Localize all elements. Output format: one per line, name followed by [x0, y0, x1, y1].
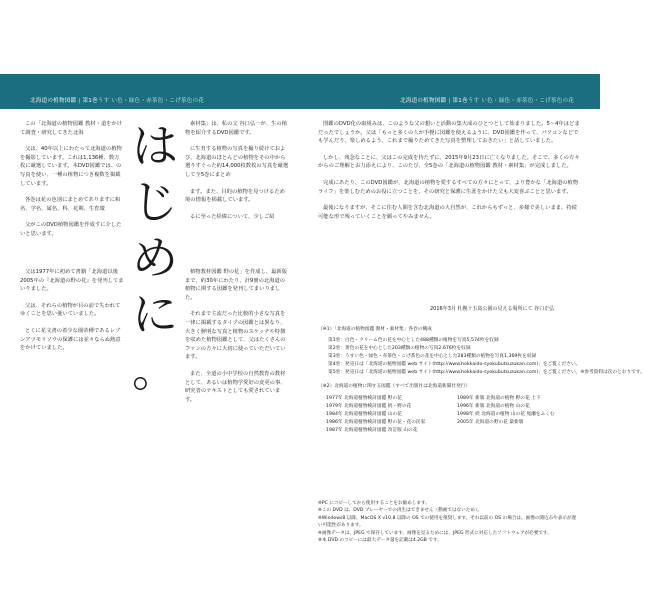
paragraph: 完成にあたり、このDVD図鑑が、北海道の植物を愛するすべての方々にとって、より豊かな「北海道の植物ライフ」を楽しむためのお役に立つことを、その研究と保護に生涯をかけた父も大変喜ぶことと思います。	[318, 179, 579, 195]
book-item: 1986年 北海道植物検討図鑑 野の花・花の民家	[326, 420, 426, 425]
book-item: 1984年 北海道植物検討図鑑 山の花	[326, 412, 402, 417]
book-item	[457, 427, 580, 435]
header-left-title: 北海道の植物図鑑	[30, 98, 77, 104]
book-list	[326, 395, 580, 435]
history-column-left	[20, 268, 124, 361]
paragraph: とくに花文書の希少な園帝種であるレブンアツモリソウの保護には並々ならぬ熱意をかけていました。	[20, 327, 121, 352]
header-left-sub: うす い色・緑色・赤茶色・こげ茶色の花	[97, 98, 205, 104]
note-heading-1: （※1）「北海道の植物図鑑 教材・素材集」各巻の構成	[318, 327, 432, 332]
paragraph: 父がこのDVD植物図鑑を作成すに介したいと思います。	[20, 222, 122, 237]
book-item: 1998年 続 北海道の植物 山の花 尾瀬をふくむ	[457, 412, 555, 417]
book-item: 1987年 北海道植物検討図鑑 改訂版 山の花	[326, 428, 418, 433]
usage-note: ※この DVD は、DVD プレーヤーでの再生はできません（動画ではないため）。	[318, 508, 482, 514]
paragraph: また、全道の小中学校の自然教育の教材として、あるいは植物学愛好の変更の事、研究者のテキストとしても愛されています。	[185, 370, 286, 403]
paragraph: 父は、それらの植物が目の前で失われてゆくことを思い憂いていました。	[20, 302, 121, 318]
volume-item: 第3巻：うすい色・緑色・赤茶色・こげ茶色の花を中心とした283種類の植物を写真1,369枚を収録	[328, 354, 537, 359]
header-right-sub: うす い色・緑色・赤茶色・こげ茶色の花	[467, 98, 575, 104]
title-char: に	[132, 287, 178, 341]
usage-note: ※Windows8 以降、MacOS X v10.8 以降の OS での使用を推奨します。それ以前の OS の場合は、画像の開込みや表示が遅い可能性があります。	[318, 515, 577, 529]
paragraph: 最後になりますが、そこに住む人間を含む北海道の大自然が、これからもずっと、多様で美しいまま、持続可能な形で残っていくことを願ってやみません。	[318, 205, 577, 220]
book-item: 1989年 新版 北海道の植物 野の花 上下	[457, 396, 541, 401]
usage-note: ※本 DVD のコピーには最大データ量を記載は4.2GB です。	[318, 538, 442, 544]
paragraph: に生育する植物の写真を撮り続けておよび、北海道のほとんどの植物をその中から選りすぐった約14,000枚数枚の写真を厳選して全5巻にまとめ	[185, 146, 289, 178]
title-char: じ	[132, 175, 178, 229]
paragraph: 父は1977年に初めて書籍「北海道以後2005年の『北海道の野の花』を発刊してまいりました。	[20, 269, 124, 293]
volume-item: 第1巻：白色・クリーム色の花を中心とした488種類の植物を写真5,574枚を収録	[328, 338, 499, 343]
header-left-vol: 第1巻	[82, 98, 98, 104]
title-char: は	[132, 119, 178, 173]
right-body	[318, 120, 580, 229]
paragraph: 各巻は花の色別にまとめてありますに和名、学名、属名、科、花期、生育環	[20, 197, 121, 212]
intro-column-2	[185, 120, 290, 229]
header-right: 北海道の植物図鑑 | 第1巻うす い色・緑色・赤茶色・こげ茶色の花	[400, 98, 575, 104]
usage-notes	[318, 500, 580, 544]
notes-section	[318, 326, 645, 435]
usage-note: ※画像データは、JPEG で保存しています。画像を見るためには、JPEG 形式に対応したソフトウェアが必要です。	[318, 530, 552, 536]
note-heading-2: （※2）北海道の植物に関する図鑑（すべて出版社は北海道新聞社発行）	[318, 384, 471, 389]
signature-line: 2016年3月 札幌十五島公園の見える場所にて 谷口正弘	[430, 306, 555, 312]
usage-note: ※PC にコピーしてから使用することをお勧めします。	[318, 501, 430, 506]
paragraph: この「北海道の植物図鑑 教材・道をかけて調査・研究してきた北海	[20, 121, 123, 136]
title-char: め	[132, 231, 178, 285]
title-char: 。	[132, 343, 178, 397]
paragraph: ます。また、目的の植物を見つけるため境の情報を掲載しています。	[185, 188, 285, 204]
volume-item: 第5巻：発売日は「北海道の植物図鑑 web サイト(http://www.hokkaido-syokubutsuzukan.com)」をご覧ください。※参考資料は次のとおりです。	[328, 370, 645, 375]
page-title	[125, 118, 185, 558]
intro-column-1	[20, 120, 124, 247]
volume-item: 第4巻：発売日は「北海道の植物図鑑 web サイト(http://www.hokkaido-syokubutsuzukan.com)」をご覧ください。	[328, 362, 581, 367]
paragraph: るに至った経緯について、少しご紹	[190, 213, 275, 220]
book-item: 1977年 北海道植物検討図鑑 野の花	[326, 396, 402, 401]
volume-item: 第2巻：黄色の花を中心とした203種類の植物の写真2,676枚を収録	[328, 346, 471, 351]
paragraph: 图鑑のDVD化の取組みは、このような父の想いと活動の集大成のひとつとして始まりました。5〜4年はどまだったでしょうか。父は「もっと多くの人が手軽に図鑑を使えるように、DVD図鑑を作って、パソコンなどでも学んだり、楽しめるよう、これまで撮りためてきた写真を整理しておきたい」と話していました。	[318, 121, 580, 145]
book-item: 1979年 北海道植物検討図鑑 続・野の花	[326, 404, 412, 409]
book-item: 1996年 新版 北海道の植物 山の花	[457, 404, 530, 409]
header-left: 北海道の植物図鑑 | 第1巻うす い色・緑色・赤茶色・こげ茶色の花	[30, 98, 205, 104]
paragraph: それまで主流だった比較的小さな写真を一律に掲載するタイプの図鑑とは異なり、大きく鮮明な写真と植物のスケッチや特徴を収めた植物図鑑として、父はたくさんのファンの方々に大切に使っていただいています。	[185, 311, 286, 361]
book-item: 2005年 北海道の野の花 最新版	[457, 420, 524, 425]
paragraph: 素材集」は、私の父 谷口弘一が、生の植物を紹介するDVD図鑑です。	[185, 121, 288, 136]
header-right-title: 北海道の植物図鑑	[400, 98, 447, 104]
history-column	[185, 268, 290, 412]
paragraph: 父は、40年以上にわたって北海道の植物を撮影しています。これは1,136種、数万枚に厳選しています。本DVD図鑑では、の写真を使い、一種の植物につき複数を掲載しています。	[20, 146, 122, 187]
paragraph: しかし、残念なことに、父はこの完成を待たずに、2015年9月23日に亡くなりました。そこで、多くの方々からのご理解とお力添えにより、このたび、全5巻の「北海道の植物図鑑 教材・素材集」が完成しました。	[318, 154, 580, 170]
paragraph: 植物教材図鑑 野の花」を作成し、最新版まで、約30年にわたり、計9冊の北海道の植物に関する図鑑を発刊してまいりました。	[185, 269, 288, 301]
header-right-vol: 第1巻	[452, 98, 468, 104]
